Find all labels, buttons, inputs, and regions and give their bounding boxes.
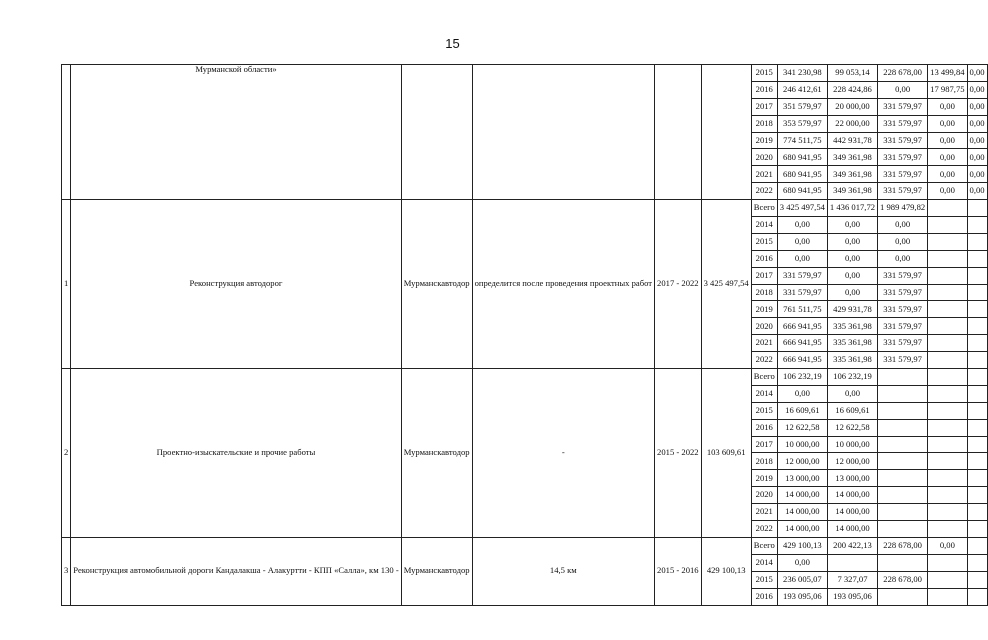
amount-cell: 351 579,97: [777, 98, 827, 115]
capacity-cell: -: [472, 369, 654, 538]
amount-cell: 761 511,75: [777, 301, 827, 318]
amount-cell: 193 095,06: [777, 588, 827, 605]
capacity-cell: определится после проведения проектных работ: [472, 200, 654, 369]
amount-cell: [967, 521, 987, 538]
amount-cell: 0,00: [878, 233, 928, 250]
year-cell: 2018: [751, 284, 777, 301]
amount-cell: 0,00: [777, 554, 827, 571]
capacity-cell: [472, 65, 654, 200]
year-cell: 2022: [751, 352, 777, 369]
amount-cell: [928, 453, 967, 470]
amount-cell: 331 579,97: [777, 267, 827, 284]
amount-cell: 666 941,95: [777, 335, 827, 352]
amount-cell: 12 000,00: [827, 453, 877, 470]
amount-cell: 0,00: [777, 385, 827, 402]
amount-cell: [967, 284, 987, 301]
amount-cell: 106 232,19: [827, 369, 877, 386]
amount-cell: [928, 335, 967, 352]
amount-cell: 13 000,00: [777, 470, 827, 487]
amount-cell: [967, 250, 987, 267]
year-cell: 2022: [751, 183, 777, 200]
row-number-cell: 2: [62, 369, 71, 538]
amount-cell: [878, 436, 928, 453]
amount-cell: 335 361,98: [827, 335, 877, 352]
amount-cell: [967, 453, 987, 470]
period-cell: 2015 - 2022: [655, 369, 702, 538]
amount-cell: [928, 385, 967, 402]
year-cell: 2014: [751, 217, 777, 234]
amount-cell: 10 000,00: [777, 436, 827, 453]
amount-cell: [967, 301, 987, 318]
amount-cell: [967, 504, 987, 521]
amount-cell: 0,00: [928, 149, 967, 166]
amount-cell: 1 436 017,72: [827, 200, 877, 217]
amount-cell: 0,00: [878, 250, 928, 267]
amount-cell: [928, 318, 967, 335]
amount-cell: 16 609,61: [827, 402, 877, 419]
amount-cell: [928, 402, 967, 419]
year-cell: 2015: [751, 571, 777, 588]
amount-cell: 228 678,00: [878, 571, 928, 588]
amount-cell: [878, 487, 928, 504]
period-cell: 2015 - 2016: [655, 537, 702, 605]
amount-cell: 331 579,97: [878, 284, 928, 301]
amount-cell: 0,00: [928, 537, 967, 554]
amount-cell: 341 230,98: [777, 65, 827, 82]
amount-cell: 236 005,07: [777, 571, 827, 588]
period-cell: [655, 65, 702, 200]
year-cell: 2014: [751, 554, 777, 571]
amount-cell: [928, 470, 967, 487]
year-cell: Всего: [751, 200, 777, 217]
amount-cell: [827, 554, 877, 571]
amount-cell: 331 579,97: [777, 284, 827, 301]
amount-cell: 666 941,95: [777, 318, 827, 335]
year-cell: 2019: [751, 132, 777, 149]
amount-cell: 16 609,61: [777, 402, 827, 419]
amount-cell: [928, 200, 967, 217]
cost-cell: 3 425 497,54: [701, 200, 751, 369]
amount-cell: [967, 537, 987, 554]
capacity-cell: 14,5 км: [472, 537, 654, 605]
amount-cell: [967, 419, 987, 436]
amount-cell: 331 579,97: [878, 301, 928, 318]
amount-cell: 1 989 479,82: [878, 200, 928, 217]
year-cell: 2015: [751, 402, 777, 419]
amount-cell: 0,00: [928, 115, 967, 132]
amount-cell: 22 000,00: [827, 115, 877, 132]
executor-cell: Мурманскавтодор: [401, 200, 472, 369]
row-number-cell: 3: [62, 537, 71, 605]
amount-cell: 0,00: [928, 98, 967, 115]
amount-cell: [878, 419, 928, 436]
amount-cell: 12 622,58: [827, 419, 877, 436]
amount-cell: [967, 554, 987, 571]
amount-cell: 331 579,97: [878, 335, 928, 352]
object-name-cell: Проектно-изыскательские и прочие работы: [71, 369, 401, 538]
amount-cell: 680 941,95: [777, 149, 827, 166]
year-cell: 2022: [751, 521, 777, 538]
amount-cell: 0,00: [878, 217, 928, 234]
amount-cell: [878, 588, 928, 605]
year-cell: 2020: [751, 149, 777, 166]
amount-cell: 0,00: [967, 115, 987, 132]
year-cell: 2020: [751, 487, 777, 504]
object-name-cell: Реконструкция автодорог: [71, 200, 401, 369]
amount-cell: [928, 487, 967, 504]
amount-cell: 228 424,86: [827, 81, 877, 98]
amount-cell: 335 361,98: [827, 318, 877, 335]
amount-cell: 228 678,00: [878, 537, 928, 554]
amount-cell: 14 000,00: [827, 487, 877, 504]
year-cell: 2020: [751, 318, 777, 335]
amount-cell: [928, 571, 967, 588]
amount-cell: 193 095,06: [827, 588, 877, 605]
cost-cell: 103 609,61: [701, 369, 751, 538]
amount-cell: [928, 588, 967, 605]
amount-cell: 12 622,58: [777, 419, 827, 436]
amount-cell: [967, 571, 987, 588]
amount-cell: [967, 385, 987, 402]
amount-cell: 0,00: [967, 98, 987, 115]
period-cell: 2017 - 2022: [655, 200, 702, 369]
amount-cell: [928, 369, 967, 386]
year-cell: 2018: [751, 115, 777, 132]
amount-cell: 200 422,13: [827, 537, 877, 554]
row-number-cell: 1: [62, 200, 71, 369]
page-number: 15: [445, 36, 460, 51]
amount-cell: [967, 470, 987, 487]
amount-cell: [928, 352, 967, 369]
amount-cell: [967, 267, 987, 284]
amount-cell: [878, 453, 928, 470]
amount-cell: 680 941,95: [777, 166, 827, 183]
amount-cell: 246 412,61: [777, 81, 827, 98]
amount-cell: 335 361,98: [827, 352, 877, 369]
amount-cell: 331 579,97: [878, 98, 928, 115]
amount-cell: 7 327,07: [827, 571, 877, 588]
amount-cell: 14 000,00: [777, 504, 827, 521]
amount-cell: [878, 554, 928, 571]
amount-cell: [878, 504, 928, 521]
amount-cell: [878, 369, 928, 386]
amount-cell: 0,00: [967, 132, 987, 149]
table-row: [62, 369, 988, 386]
year-cell: 2017: [751, 436, 777, 453]
amount-cell: 14 000,00: [827, 504, 877, 521]
amount-cell: 429 931,78: [827, 301, 877, 318]
amount-cell: 20 000,00: [827, 98, 877, 115]
amount-cell: [928, 436, 967, 453]
amount-cell: [967, 217, 987, 234]
year-cell: 2017: [751, 98, 777, 115]
amount-cell: 331 579,97: [878, 132, 928, 149]
cost-cell: [701, 65, 751, 200]
amount-cell: 331 579,97: [878, 183, 928, 200]
amount-cell: [928, 267, 967, 284]
year-cell: 2016: [751, 419, 777, 436]
amount-cell: 99 053,14: [827, 65, 877, 82]
year-cell: 2021: [751, 335, 777, 352]
executor-cell: [401, 65, 472, 200]
amount-cell: [878, 521, 928, 538]
amount-cell: 0,00: [827, 250, 877, 267]
table-row: [62, 537, 988, 554]
amount-cell: [928, 284, 967, 301]
amount-cell: 0,00: [827, 233, 877, 250]
year-cell: 2016: [751, 81, 777, 98]
amount-cell: [967, 352, 987, 369]
amount-cell: 349 361,98: [827, 166, 877, 183]
amount-cell: 0,00: [827, 267, 877, 284]
table-row: [62, 200, 988, 217]
year-cell: 2015: [751, 65, 777, 82]
amount-cell: 0,00: [967, 166, 987, 183]
amount-cell: 331 579,97: [878, 166, 928, 183]
amount-cell: [967, 487, 987, 504]
amount-cell: 666 941,95: [777, 352, 827, 369]
object-name-cell: Реконструкция автомобильной дороги Кандалакша - Алакуртти - КПП «Салла», км 130 -: [71, 537, 401, 605]
cost-cell: 429 100,13: [701, 537, 751, 605]
amount-cell: [967, 402, 987, 419]
amount-cell: [928, 233, 967, 250]
executor-cell: Мурманскавтодор: [401, 537, 472, 605]
amount-cell: [928, 504, 967, 521]
amount-cell: 331 579,97: [878, 149, 928, 166]
year-cell: 2014: [751, 385, 777, 402]
amount-cell: 680 941,95: [777, 183, 827, 200]
amount-cell: 0,00: [967, 183, 987, 200]
amount-cell: 3 425 497,54: [777, 200, 827, 217]
amount-cell: 331 579,97: [878, 267, 928, 284]
amount-cell: 0,00: [967, 65, 987, 82]
amount-cell: 0,00: [777, 233, 827, 250]
object-name-cell: Мурманской области»: [71, 65, 401, 200]
amount-cell: [928, 301, 967, 318]
amount-cell: 228 678,00: [878, 65, 928, 82]
table-row: [62, 65, 988, 82]
amount-cell: [967, 233, 987, 250]
year-cell: 2019: [751, 301, 777, 318]
amount-cell: 14 000,00: [827, 521, 877, 538]
amount-cell: 0,00: [928, 183, 967, 200]
amount-cell: [967, 335, 987, 352]
year-cell: Всего: [751, 369, 777, 386]
amount-cell: 0,00: [928, 132, 967, 149]
amount-cell: [928, 419, 967, 436]
amount-cell: [967, 436, 987, 453]
amount-cell: 13 499,84: [928, 65, 967, 82]
amount-cell: [878, 402, 928, 419]
amount-cell: 331 579,97: [878, 318, 928, 335]
year-cell: 2016: [751, 250, 777, 267]
amount-cell: 0,00: [827, 284, 877, 301]
year-cell: 2015: [751, 233, 777, 250]
executor-cell: Мурманскавтодор: [401, 369, 472, 538]
amount-cell: 0,00: [928, 166, 967, 183]
amount-cell: 774 511,75: [777, 132, 827, 149]
year-cell: 2021: [751, 166, 777, 183]
amount-cell: 0,00: [777, 250, 827, 267]
row-number-cell: [62, 65, 71, 200]
amount-cell: 0,00: [878, 81, 928, 98]
amount-cell: [878, 385, 928, 402]
amount-cell: 349 361,98: [827, 149, 877, 166]
amount-cell: 13 000,00: [827, 470, 877, 487]
investment-table: [61, 64, 988, 606]
amount-cell: 0,00: [967, 81, 987, 98]
amount-cell: 12 000,00: [777, 453, 827, 470]
year-cell: 2021: [751, 504, 777, 521]
amount-cell: [967, 200, 987, 217]
amount-cell: 331 579,97: [878, 115, 928, 132]
amount-cell: 0,00: [777, 217, 827, 234]
amount-cell: [928, 521, 967, 538]
amount-cell: 349 361,98: [827, 183, 877, 200]
amount-cell: 14 000,00: [777, 487, 827, 504]
amount-cell: 0,00: [967, 149, 987, 166]
amount-cell: [928, 250, 967, 267]
year-cell: 2018: [751, 453, 777, 470]
amount-cell: 0,00: [827, 217, 877, 234]
year-cell: Всего: [751, 537, 777, 554]
amount-cell: [967, 369, 987, 386]
amount-cell: [878, 470, 928, 487]
amount-cell: [928, 554, 967, 571]
amount-cell: [928, 217, 967, 234]
amount-cell: 0,00: [827, 385, 877, 402]
amount-cell: 331 579,97: [878, 352, 928, 369]
year-cell: 2019: [751, 470, 777, 487]
year-cell: 2016: [751, 588, 777, 605]
amount-cell: [967, 318, 987, 335]
amount-cell: 353 579,97: [777, 115, 827, 132]
amount-cell: 14 000,00: [777, 521, 827, 538]
amount-cell: 442 931,78: [827, 132, 877, 149]
amount-cell: 429 100,13: [777, 537, 827, 554]
amount-cell: [967, 588, 987, 605]
year-cell: 2017: [751, 267, 777, 284]
amount-cell: 17 987,75: [928, 81, 967, 98]
amount-cell: 106 232,19: [777, 369, 827, 386]
amount-cell: 10 000,00: [827, 436, 877, 453]
